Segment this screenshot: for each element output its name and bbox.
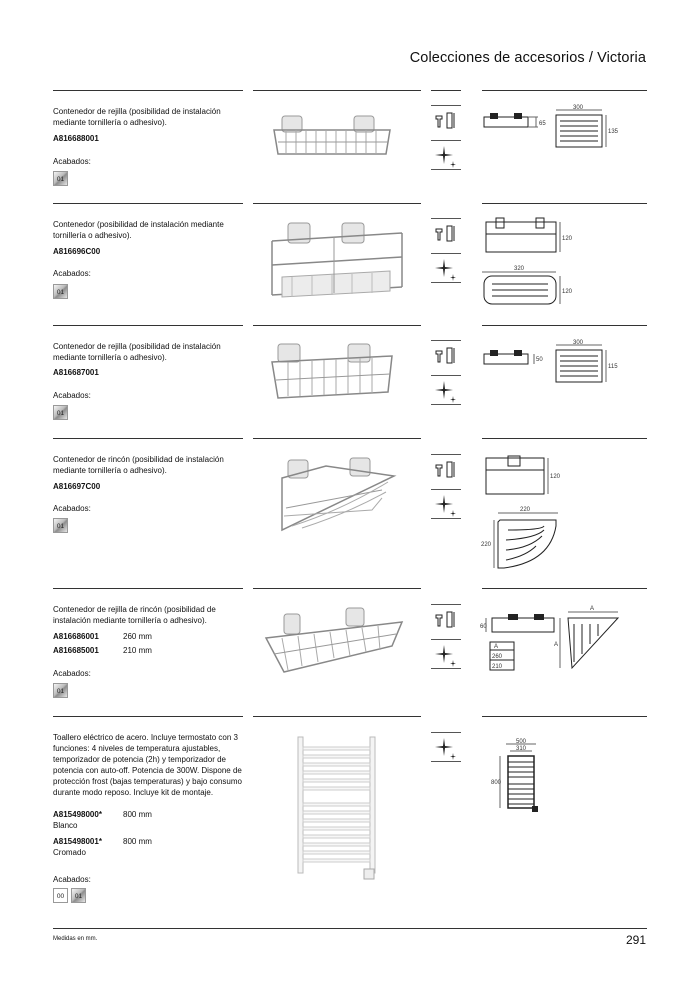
dim-label: 500 <box>516 739 527 745</box>
divider <box>253 588 421 589</box>
product-image-wire-basket <box>262 336 402 406</box>
dimension-drawing <box>478 212 648 307</box>
product-description: Toallero eléctrico de acero. Incluye termostato con 3 funciones: 4 niveles de temperatura ajustables, temporizador de potencia (2h) y temporizador de potencia con auto-off. Potencia de 300W. Dispone de protección frost (bajas temperaturas) y bajo consumo durante modo reposo. Incluye kit de montaje. <box>53 733 242 797</box>
product-size: 210 mm <box>123 646 152 655</box>
finishes-label: Acabados: <box>53 875 91 884</box>
divider <box>253 90 421 91</box>
divider <box>53 438 243 439</box>
dim-label: 120 <box>562 236 573 242</box>
sparkle-shine-icon <box>431 253 461 283</box>
divider <box>53 90 243 91</box>
product-image-wire-basket <box>262 108 402 168</box>
sparkle-shine-icon <box>431 639 461 669</box>
finish-swatch-chrome: 01 <box>71 888 86 903</box>
product-code: A816685001 <box>53 646 99 655</box>
divider <box>482 203 647 204</box>
divider <box>253 325 421 326</box>
product-description: Contenedor de rejilla de rincón (posibilidad de instalación mediante tornillería o adhesivo). <box>53 605 216 625</box>
divider <box>482 716 647 717</box>
dim-label: 220 <box>481 542 492 548</box>
dim-label: 300 <box>573 105 584 111</box>
finish-swatch-chrome: 01 <box>53 171 68 186</box>
product-description: Contenedor de rejilla (posibilidad de instalación mediante tornillería o adhesivo). <box>53 342 221 362</box>
feature-icons <box>431 604 461 639</box>
dim-label: 210 <box>492 664 503 670</box>
divider <box>482 90 647 91</box>
finish-swatch-chrome: 01 <box>53 518 68 533</box>
product-description: Contenedor de rincón (posibilidad de instalación mediante tornillería o adhesivo). <box>53 455 224 475</box>
product-code: A816686001 <box>53 632 99 641</box>
dim-label: 65 <box>539 121 546 127</box>
divider <box>253 438 421 439</box>
divider <box>253 203 421 204</box>
product-color: Cromado <box>53 848 86 857</box>
product-image-corner-wire-basket <box>262 602 412 682</box>
divider <box>482 438 647 439</box>
screw-adhesive-icon <box>431 105 461 135</box>
dimension-drawing <box>478 734 598 824</box>
product-color: Blanco <box>53 821 78 830</box>
product-image-towel-radiator <box>292 733 402 883</box>
feature-icons <box>431 340 461 375</box>
product-code: A815498001* <box>53 837 102 846</box>
finishes-label: Acabados: <box>53 391 91 400</box>
product-code: A816696C00 <box>53 247 101 256</box>
dim-label: 800 <box>491 780 502 786</box>
screw-adhesive-icon <box>431 454 461 484</box>
finishes-label: Acabados: <box>53 269 91 278</box>
feature-icons <box>431 732 461 767</box>
dim-label: 220 <box>520 507 531 513</box>
footer-divider <box>53 928 647 929</box>
dim-label: 50 <box>536 357 543 363</box>
page-number: 291 <box>625 933 646 947</box>
divider <box>53 325 243 326</box>
feature-icons <box>431 218 461 253</box>
product-code: A816697C00 <box>53 482 101 491</box>
divider <box>53 203 243 204</box>
product-image-corner-basket <box>262 450 402 540</box>
divider <box>431 90 461 91</box>
dim-label: 310 <box>516 746 527 752</box>
footer-note: Medidas en mm. <box>53 936 98 942</box>
finish-swatch-chrome: 01 <box>53 405 68 420</box>
screw-adhesive-icon <box>431 604 461 634</box>
sparkle-shine-icon <box>431 732 461 762</box>
dim-label: 320 <box>514 266 525 272</box>
product-size: 800 mm <box>123 810 152 819</box>
divider <box>53 716 243 717</box>
screw-adhesive-icon <box>431 218 461 248</box>
dim-label: A <box>494 644 499 650</box>
feature-icons <box>431 105 461 140</box>
dim-label: 135 <box>608 129 619 135</box>
product-size: 800 mm <box>123 837 152 846</box>
divider <box>53 588 243 589</box>
dimension-drawing <box>478 602 648 682</box>
product-image-container <box>262 215 407 305</box>
dim-label: 300 <box>573 340 584 346</box>
finish-swatch-chrome: 01 <box>53 284 68 299</box>
sparkle-shine-icon <box>431 140 461 170</box>
dim-label: 60 <box>480 624 487 630</box>
feature-icons <box>431 454 461 489</box>
screw-adhesive-icon <box>431 340 461 370</box>
sparkle-shine-icon <box>431 375 461 405</box>
dim-label: A <box>590 606 595 612</box>
product-code: A816688001 <box>53 134 99 143</box>
dim-label: 115 <box>608 364 618 370</box>
dimension-drawing <box>478 338 648 388</box>
finishes-label: Acabados: <box>53 669 91 678</box>
page-title: Colecciones de accesorios / Victoria <box>409 50 646 66</box>
product-code: A816687001 <box>53 368 99 377</box>
finish-swatch-chrome: 01 <box>53 683 68 698</box>
divider <box>253 716 421 717</box>
sparkle-shine-icon <box>431 489 461 519</box>
divider <box>482 325 647 326</box>
product-description: Contenedor (posibilidad de instalación mediante tornillería o adhesivo). <box>53 220 224 240</box>
dim-label: 120 <box>550 474 561 480</box>
finishes-label: Acabados: <box>53 504 91 513</box>
product-description: Contenedor de rejilla (posibilidad de instalación mediante tornillería o adhesivo). <box>53 107 221 127</box>
product-size: 260 mm <box>123 632 152 641</box>
dimension-drawing <box>478 450 648 575</box>
dim-label: A <box>554 642 559 648</box>
finish-swatch-white: 00 <box>53 888 68 903</box>
divider <box>482 588 647 589</box>
dim-label: 120 <box>562 289 573 295</box>
dimension-drawing <box>478 103 648 153</box>
dim-label: 260 <box>492 654 503 660</box>
finishes-label: Acabados: <box>53 157 91 166</box>
product-code: A815498000* <box>53 810 102 819</box>
